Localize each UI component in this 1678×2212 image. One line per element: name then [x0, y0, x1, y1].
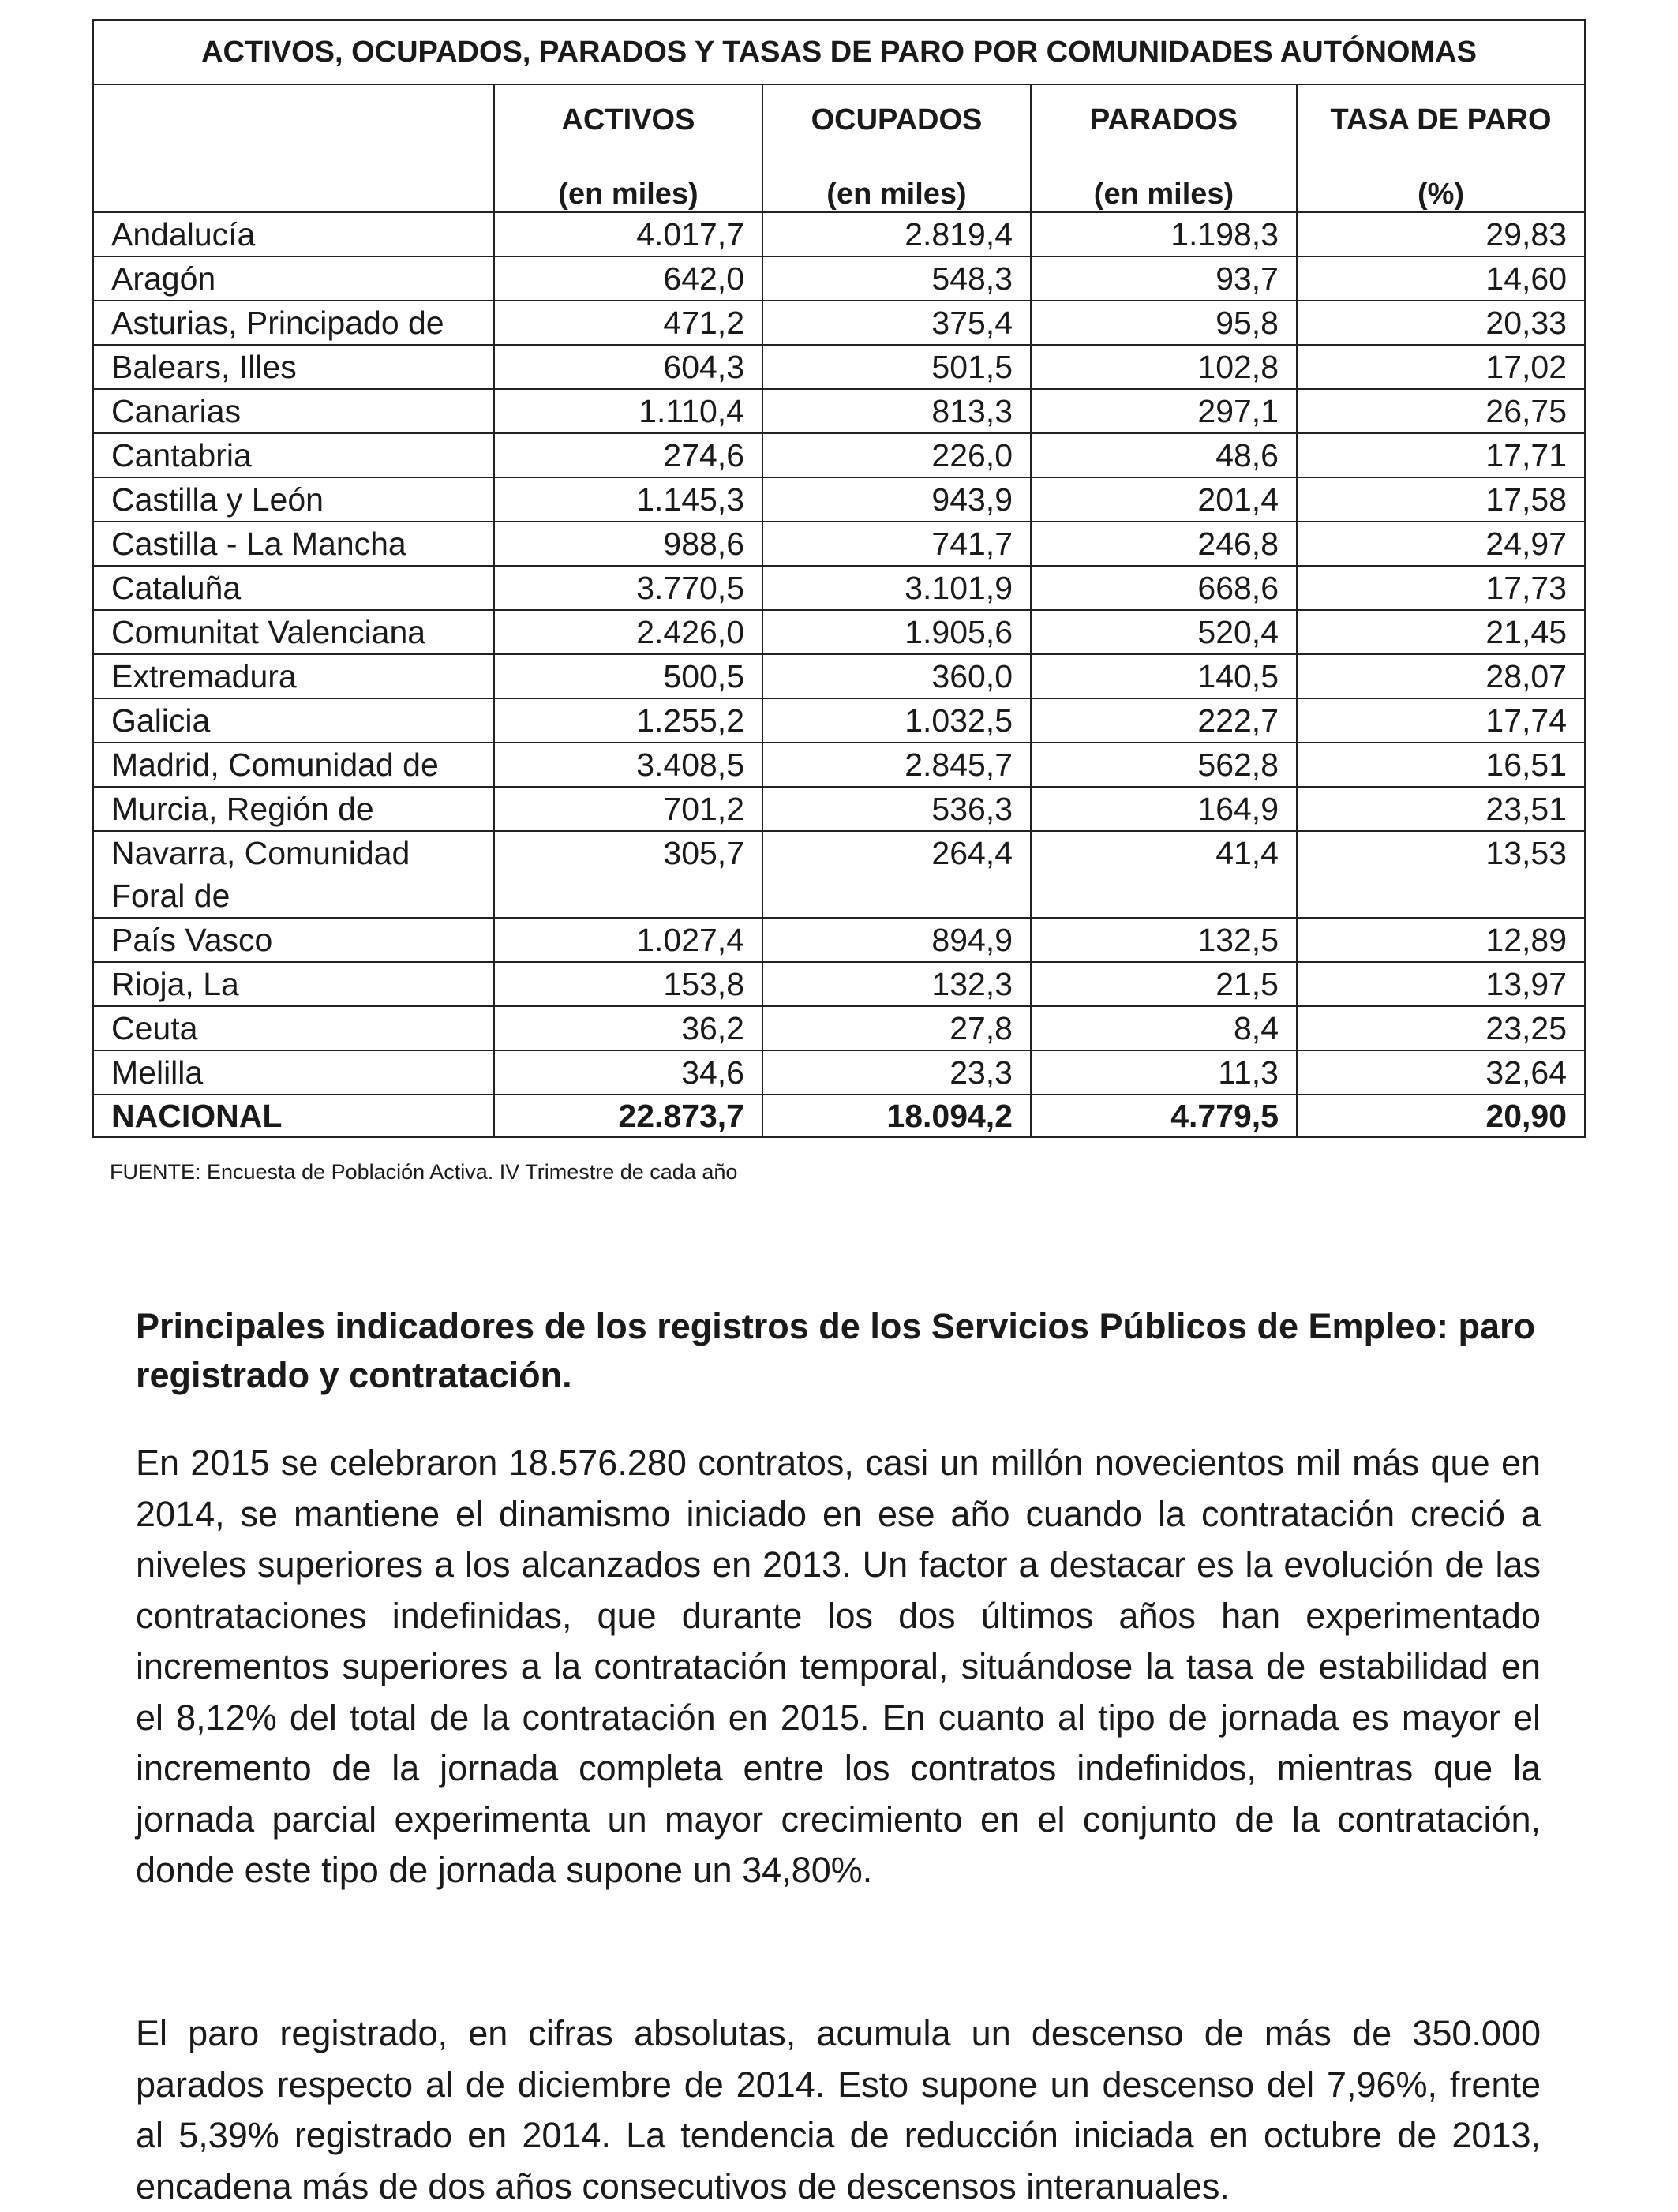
region-name: País Vasco [93, 918, 494, 962]
header-parados [1031, 84, 1297, 212]
cell-tasa: 28,07 [1297, 654, 1585, 698]
cell-tasa: 32,64 [1297, 1050, 1585, 1095]
cell-parados: 668,6 [1031, 566, 1297, 610]
cell-activos: 988,6 [494, 522, 762, 566]
region-name: Andalucía [93, 212, 494, 256]
header-label: PARADOS [1089, 103, 1238, 137]
header-label: ACTIVOS [561, 103, 695, 137]
table-row [93, 831, 1585, 918]
cell-parados: 95,8 [1031, 301, 1297, 345]
cell-ocupados: 226,0 [762, 433, 1031, 477]
table-row [93, 256, 1585, 301]
header-unit: (%) [1417, 178, 1465, 211]
cell-parados: 48,6 [1031, 433, 1297, 477]
cell-tasa: 17,74 [1297, 698, 1585, 743]
cell-parados: 562,8 [1031, 743, 1297, 787]
region-name: Rioja, La [93, 962, 494, 1006]
cell-parados: 8,4 [1031, 1006, 1297, 1050]
cell-parados: 4.779,5 [1031, 1095, 1297, 1137]
table-row [93, 1050, 1585, 1095]
table-row [93, 1006, 1585, 1050]
region-name: Cantabria [93, 433, 494, 477]
table-title-row [93, 20, 1585, 84]
cell-parados: 21,5 [1031, 962, 1297, 1006]
region-name: Madrid, Comunidad de [93, 743, 494, 787]
cell-activos: 22.873,7 [494, 1095, 762, 1137]
cell-ocupados: 23,3 [762, 1050, 1031, 1095]
header-unit: (en miles) [558, 178, 699, 211]
cell-ocupados: 264,4 [762, 831, 1031, 918]
region-name: Ceuta [93, 1006, 494, 1050]
region-name: Galicia [93, 698, 494, 743]
cell-tasa: 13,97 [1297, 962, 1585, 1006]
header-activos [494, 84, 762, 212]
table-row [93, 477, 1585, 522]
region-name: Aragón [93, 256, 494, 301]
header-label: TASA DE PARO [1330, 103, 1552, 137]
cell-activos: 1.255,2 [494, 698, 762, 743]
cell-tasa: 20,90 [1297, 1095, 1585, 1137]
cell-ocupados: 501,5 [762, 345, 1031, 389]
table-row [93, 654, 1585, 698]
table-row [93, 918, 1585, 962]
cell-ocupados: 894,9 [762, 918, 1031, 962]
header-tasa [1297, 84, 1585, 212]
cell-parados: 246,8 [1031, 522, 1297, 566]
cell-activos: 500,5 [494, 654, 762, 698]
cell-activos: 34,6 [494, 1050, 762, 1095]
cell-tasa: 24,97 [1297, 522, 1585, 566]
table-body [93, 212, 1585, 1137]
table-row [93, 433, 1585, 477]
table-row [93, 698, 1585, 743]
cell-activos: 471,2 [494, 301, 762, 345]
cell-tasa: 26,75 [1297, 389, 1585, 433]
header-ocupados [762, 84, 1031, 212]
cell-parados: 1.198,3 [1031, 212, 1297, 256]
cell-tasa: 13,53 [1297, 831, 1585, 918]
cell-tasa: 29,83 [1297, 212, 1585, 256]
cell-tasa: 17,73 [1297, 566, 1585, 610]
region-name: Comunitat Valenciana [93, 610, 494, 654]
cell-parados: 164,9 [1031, 787, 1297, 831]
table-row [93, 522, 1585, 566]
cell-parados: 41,4 [1031, 831, 1297, 918]
cell-tasa: 23,51 [1297, 787, 1585, 831]
cell-tasa: 14,60 [1297, 256, 1585, 301]
region-name: Canarias [93, 389, 494, 433]
region-name: Castilla - La Mancha [93, 522, 494, 566]
cell-tasa: 17,02 [1297, 345, 1585, 389]
cell-parados: 140,5 [1031, 654, 1297, 698]
table-header-row [93, 84, 1585, 212]
cell-activos: 305,7 [494, 831, 762, 918]
paragraph: El paro registrado, en cifras absolutas, acumula un descenso de más de 350.000 parados respecto al de diciembre de 2014. Esto supone un descenso del 7,96%, frente al 5,39% registrado en 2014. La tendencia de reducción iniciada en octubre de 2013, encadena más de dos años consecutivos de descensos interanuales. [136, 2013, 1541, 2206]
cell-ocupados: 1.032,5 [762, 698, 1031, 743]
table-source: FUENTE: Encuesta de Población Activa. IV Trimestre de cada año [110, 1160, 738, 1184]
region-name: NACIONAL [93, 1095, 494, 1137]
cell-activos: 153,8 [494, 962, 762, 1006]
cell-activos: 1.027,4 [494, 918, 762, 962]
cell-activos: 2.426,0 [494, 610, 762, 654]
cell-activos: 604,3 [494, 345, 762, 389]
cell-ocupados: 813,3 [762, 389, 1031, 433]
table-row [93, 743, 1585, 787]
cell-ocupados: 360,0 [762, 654, 1031, 698]
cell-ocupados: 18.094,2 [762, 1095, 1031, 1137]
table-row [93, 566, 1585, 610]
table-row [93, 389, 1585, 433]
table-title: ACTIVOS, OCUPADOS, PARADOS Y TASAS DE PARO POR COMUNIDADES AUTÓNOMAS [93, 20, 1585, 84]
header-empty [93, 84, 494, 212]
region-name: Balears, Illes [93, 345, 494, 389]
cell-activos: 1.110,4 [494, 389, 762, 433]
region-name: Cataluña [93, 566, 494, 610]
cell-tasa: 17,58 [1297, 477, 1585, 522]
cell-parados: 520,4 [1031, 610, 1297, 654]
cell-tasa: 16,51 [1297, 743, 1585, 787]
cell-parados: 297,1 [1031, 389, 1297, 433]
cell-tasa: 17,71 [1297, 433, 1585, 477]
cell-tasa: 20,33 [1297, 301, 1585, 345]
region-name: Castilla y León [93, 477, 494, 522]
region-name: Melilla [93, 1050, 494, 1095]
cell-ocupados: 132,3 [762, 962, 1031, 1006]
cell-activos: 3.770,5 [494, 566, 762, 610]
cell-activos: 1.145,3 [494, 477, 762, 522]
cell-parados: 11,3 [1031, 1050, 1297, 1095]
region-name: Asturias, Principado de [93, 301, 494, 345]
header-label: OCUPADOS [811, 103, 983, 137]
cell-tasa: 21,45 [1297, 610, 1585, 654]
cell-ocupados: 536,3 [762, 787, 1031, 831]
region-name: Navarra, Comunidad Foral de [93, 831, 494, 918]
header-unit: (en miles) [1093, 178, 1234, 211]
table-row [93, 962, 1585, 1006]
cell-activos: 36,2 [494, 1006, 762, 1050]
cell-ocupados: 943,9 [762, 477, 1031, 522]
cell-activos: 3.408,5 [494, 743, 762, 787]
cell-tasa: 23,25 [1297, 1006, 1585, 1050]
paragraph: En 2015 se celebraron 18.576.280 contratos, casi un millón novecientos mil más que en 2014, se mantiene el dinamismo iniciado en ese año cuando la contratación creció a niveles superiores a los alcanzados en 2013. Un factor a destacar es la evolución de las contrataciones indefinidas, que durante los dos últimos años han experimentado incrementos superiores a la contratación temporal, situándose la tasa de estabilidad en el 8,12% del total de la contratación en 2015. En cuanto al tipo de jornada es mayor el incremento de la jornada completa entre los contratos indefinidos, mientras que la jornada parcial experimenta un mayor crecimiento en el conjunto de la contratación, donde este tipo de jornada supone un 34,80%. [136, 1443, 1541, 1890]
cell-activos: 701,2 [494, 787, 762, 831]
cell-parados: 93,7 [1031, 256, 1297, 301]
cell-ocupados: 548,3 [762, 256, 1031, 301]
cell-ocupados: 3.101,9 [762, 566, 1031, 610]
cell-parados: 132,5 [1031, 918, 1297, 962]
cell-parados: 201,4 [1031, 477, 1297, 522]
table-row [93, 610, 1585, 654]
table-row [93, 212, 1585, 256]
cell-ocupados: 375,4 [762, 301, 1031, 345]
table-total-row [93, 1095, 1585, 1137]
cell-tasa: 12,89 [1297, 918, 1585, 962]
table-row [93, 301, 1585, 345]
cell-activos: 4.017,7 [494, 212, 762, 256]
region-name: Murcia, Región de [93, 787, 494, 831]
section-title: Principales indicadores de los registros de los Servicios Públicos de Empleo: paro registrado y contratación. [136, 1306, 1536, 1395]
header-unit: (en miles) [826, 178, 967, 211]
cell-ocupados: 741,7 [762, 522, 1031, 566]
region-name: Extremadura [93, 654, 494, 698]
cell-ocupados: 2.819,4 [762, 212, 1031, 256]
table-row [93, 787, 1585, 831]
cell-activos: 642,0 [494, 256, 762, 301]
cell-parados: 222,7 [1031, 698, 1297, 743]
cell-parados: 102,8 [1031, 345, 1297, 389]
labour-table [92, 19, 1586, 1138]
cell-ocupados: 1.905,6 [762, 610, 1031, 654]
cell-ocupados: 27,8 [762, 1006, 1031, 1050]
cell-activos: 274,6 [494, 433, 762, 477]
table-row [93, 345, 1585, 389]
cell-ocupados: 2.845,7 [762, 743, 1031, 787]
